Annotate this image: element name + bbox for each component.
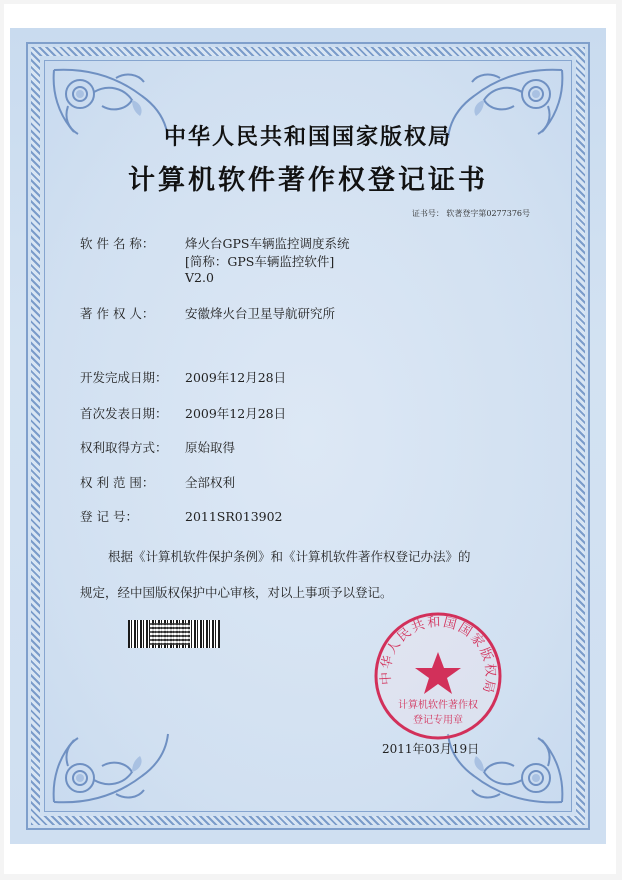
seal-text-line-2: 登记专用章 (413, 715, 463, 726)
rights-scope-row (80, 473, 235, 491)
seal-text-line-1: 计算机软件著作权 (398, 700, 478, 711)
software-name-label: 软 件 名 称： (80, 236, 155, 251)
issue-date: 2011年03月19日 (382, 742, 480, 756)
copyright-holder-value: 安徽烽火台卫星导航研究所 (185, 306, 336, 321)
completion-date-row (80, 368, 286, 386)
certificate-number: 证书号： 软著登字第0277376号 (411, 209, 530, 218)
rights-scope-value: 全部权利 (185, 475, 236, 490)
first-publish-date-row (80, 404, 286, 422)
acquisition-method-label: 权利取得方式： (80, 440, 168, 455)
statement-line-2: 规定，经中国版权保护中心审核，对以上事项予以登记。 (80, 585, 393, 600)
issuing-authority: 中华人民共和国国家版权局 (163, 124, 452, 150)
rights-scope-label: 权 利 范 围： (80, 475, 155, 490)
corner-ornament-icon (46, 726, 176, 810)
registration-number-label: 登 记 号： (80, 509, 138, 524)
software-name-value: 烽火台GPS车辆监控调度系统 (185, 236, 350, 251)
copyright-holder-label: 著 作 权 人： (80, 306, 155, 321)
acquisition-method-row (80, 438, 235, 456)
software-short-name: [简称：GPS车辆监控软件] (185, 254, 335, 269)
completion-date-label: 开发完成日期： (80, 370, 168, 385)
copyright-holder-row (80, 304, 335, 322)
completion-date-value: 2009年12月28日 (185, 370, 287, 385)
certificate-title: 计算机软件著作权登记证书 (128, 165, 488, 196)
first-publish-date-value: 2009年12月28日 (185, 406, 287, 421)
acquisition-method-value: 原始取得 (185, 440, 236, 455)
barcode (128, 620, 220, 648)
seal-ring-text: 中华人民共和国国家版权局 (378, 614, 498, 697)
certificate (10, 28, 606, 844)
registration-number-value: 2011SR013902 (185, 509, 283, 524)
software-name-row (80, 234, 349, 252)
first-publish-date-label: 首次发表日期： (80, 406, 168, 421)
statement-line-1: 根据《计算机软件保护条例》和《计算机软件著作权登记办法》的 (108, 549, 471, 564)
registration-number-row (80, 507, 283, 525)
software-version: V2.0 (185, 270, 214, 285)
